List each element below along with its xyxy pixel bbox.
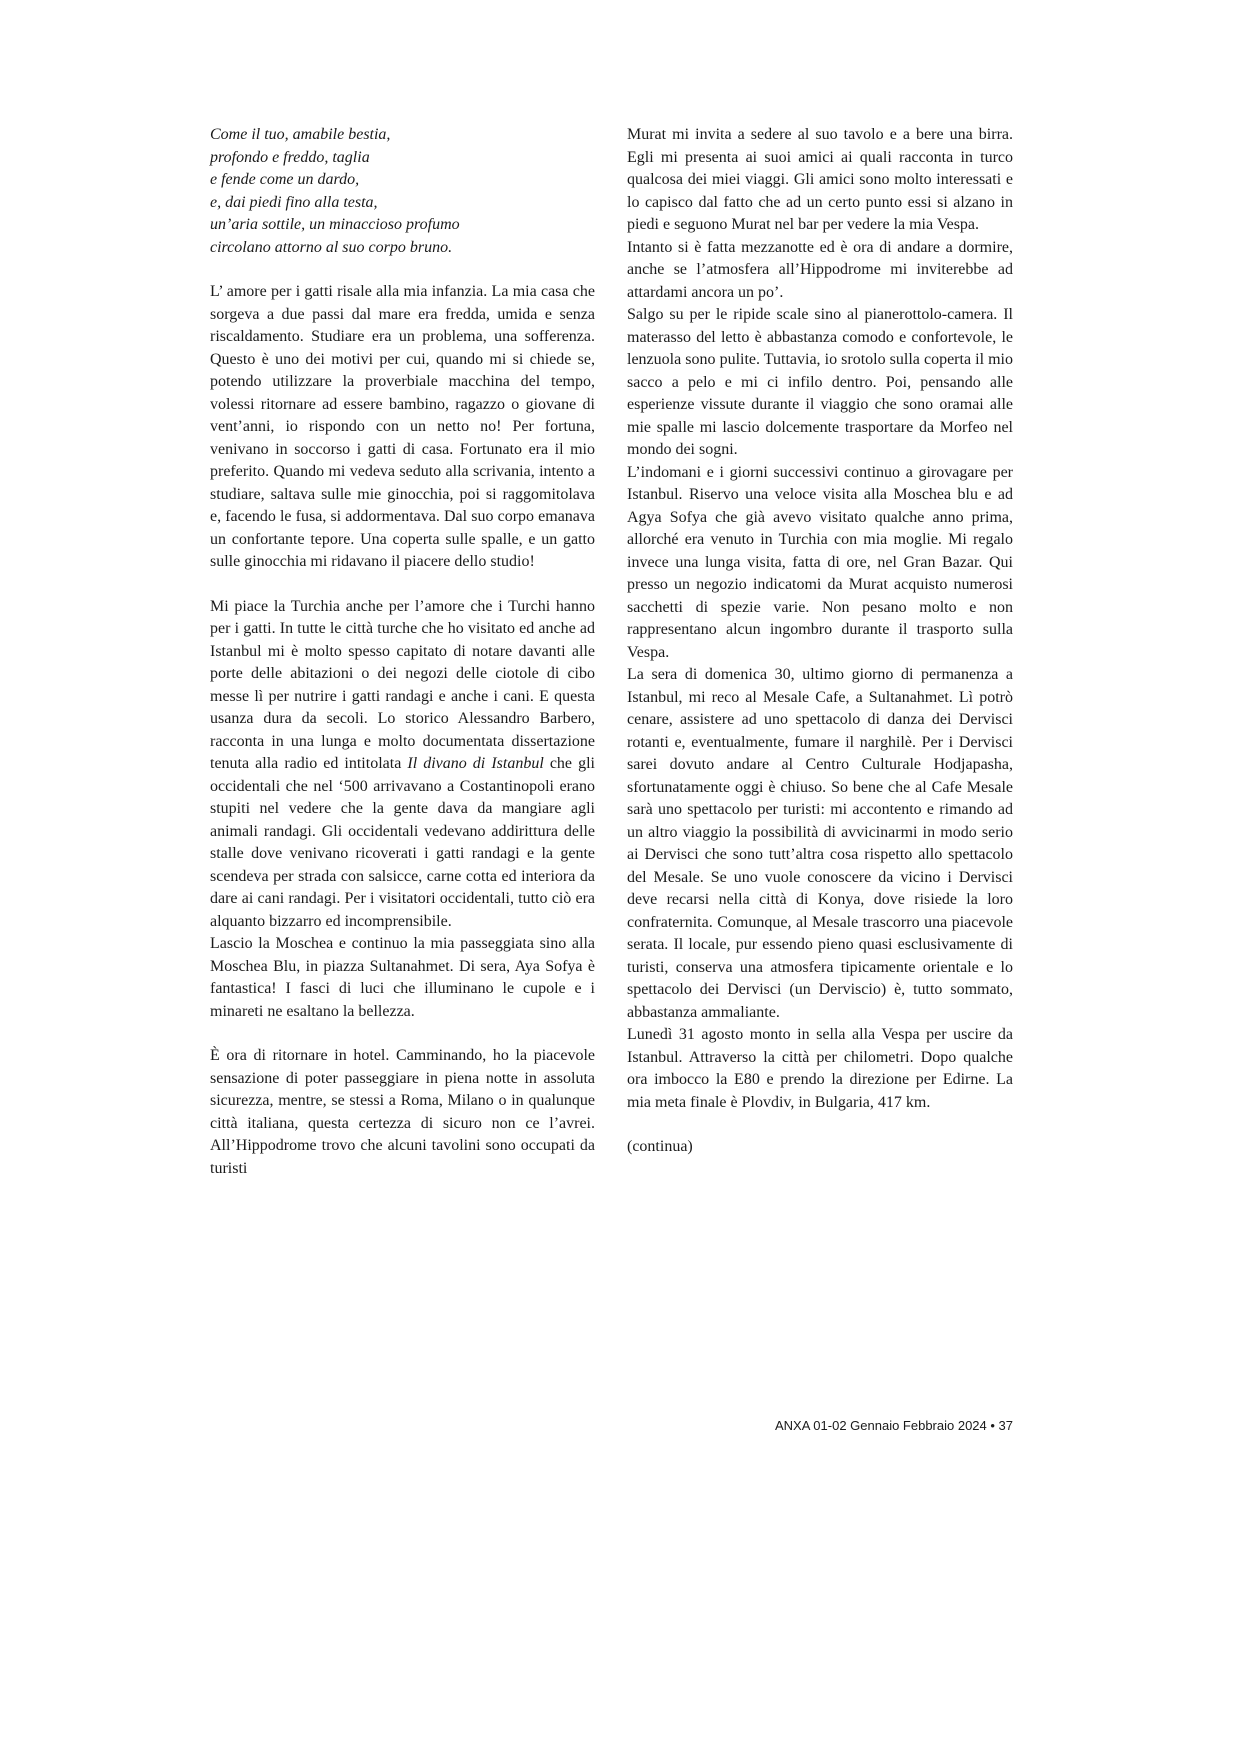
poem-line: un’aria sottile, un minaccioso profumo (210, 216, 460, 233)
paragraph-departure: Lunedì 31 agosto monto in sella alla Vespa per uscire da Istanbul. Attraverso la città per chilometri. Dopo qualche ora imbocco la E80 e prendo la direzione per Edirne. La mia meta finale è Plovdiv, in Bulgaria, 417 km. (627, 1026, 1013, 1111)
poem-line: profondo e freddo, taglia (210, 148, 370, 166)
paragraph-turkey-cats (210, 596, 595, 934)
right-column (627, 124, 1013, 1159)
paragraph-blue-mosque: Lascio la Moschea e continuo la mia passeggiata sino alla Moschea Blu, in piazza Sultanahmet. Di sera, Aya Sofya è fantastica! I fasci di luci che illuminano le cupole e i minareti ne esaltano la bellezza. (210, 935, 595, 1020)
paragraph-istanbul-days: L’indomani e i giorni successivi continuo a girovagare per Istanbul. Riservo una veloce visita alla Moschea blu e ad Agya Sofya che già avevo visitato qualche anno prima, allorché era venuto in Turchia con mia moglie. Mi regalo invece una lunga visita, fatta di ore, nel Gran Bazar. Qui presso un negozio indicatomi da Murat acquisto numerosi sacchetti di spezie varie. Non pesano molto e non rappresentano alcun ingombro durante il trasporto sulla Vespa. (627, 463, 1013, 661)
paragraph-murat: Murat mi invita a sedere al suo tavolo e a bere una birra. Egli mi presenta ai suoi amici ai quali racconta in turco qualcosa dei miei viaggi. Gli amici sono molto interessati e lo capisco dal fatto che ad un certo punto essi si alzano in piedi e seguono Murat nel bar per vedere la mia Vespa. (627, 126, 1013, 233)
paragraph-midnight: Intanto si è fatta mezzanotte ed è ora di andare a dormire, anche se l’atmosfera all’Hippodrome mi inviterebbe ad attardami ancora un po’. (627, 238, 1013, 301)
poem-line: circolano attorno al suo corpo bruno. (210, 238, 453, 256)
left-column (210, 124, 595, 1180)
work-title: Il divano di Istanbul (407, 755, 544, 772)
poem-line: e fende come un dardo, (210, 171, 360, 188)
paragraph-return-hotel: È ora di ritornare in hotel. Camminando, ho la piacevole sensazione di poter passeggiare in piena notte in assoluta sicurezza, mentre, se stessi a Roma, Milano o in qualunque città italiana, questa certezza di sicuro non ce l’avrei. All’Hippodrome trovo che alcuni tavolini sono occupati da turisti (210, 1047, 595, 1177)
paragraph-cats-childhood: L’ amore per i gatti risale alla mia infanzia. La mia casa che sorgeva a due passi dal mare era fredda, umida e senza riscaldamento. Studiare era un problema, una sofferenza. Questo è uno dei motivi per cui, quando mi si chiede se, potendo utilizzare la proverbiale macchina del tempo, volessi ritornare ad essere bambino, ragazzo o giovane di vent’anni, io rispondo con un netto no! Per fortuna, venivano in soccorso i gatti di casa. Fortunato era il mio preferito. Quando mi vedeva seduto alla scrivania, intento a studiare, saltava sulle mie ginocchia, poi si raggomitolava e, facendo le fusa, si addormentava. Dal suo corpo emanava un confortante tepore. Una coperta sulle spalle, e un gatto sulle ginocchia mi ridavano il piacere dello studio! (210, 283, 595, 570)
poem-line: e, dai piedi fino alla testa, (210, 193, 378, 211)
poem-line: Come il tuo, amabile bestia, (210, 126, 391, 143)
paragraph-text: Mi piace la Turchia anche per l’amore che i Turchi hanno per i gatti. In tutte le città turche che ho visitato ed anche ad Istanbul mi è molto spesso capitato di notare davanti alle porte delle abitazioni o dei negozi delle ciotole di cibo messe lì per nutrire i gatti randagi e anche i cani. E questa usanza dura da secoli. Lo storico Alessandro Barbero, racconta in una lunga e molto documentata dissertazione tenuta alla radio ed intitolata (210, 597, 595, 772)
paragraph-sleep: Salgo su per le ripide scale sino al pianerottolo-camera. Il materasso del letto è abbastanza comodo e confortevole, le lenzuola sono pulite. Tuttavia, io srotolo sulla coperta il mio sacco a pelo e mi ci infilo dentro. Poi, pensando alle esperienze vissute durante il viaggio che sono oramai alle mie spalle mi lascio dolcemente trasportare da Morfeo nel mondo dei sogni. (627, 306, 1013, 458)
paragraph-text: che gli occidentali che nel ‘500 arrivavano a Costantinopoli erano stupiti nel vedere che la gente dava da mangiare agli animali randagi. Gli occidentali vedevano addirittura delle stalle dove venivano ricoverati i gatti randagi e la gente scendeva per strada con salsicce, carne cotta ed interiora da dare ai cani randagi. Per i visitatori occidentali, tutto ciò era alquanto bizzarro ed incomprensibile. (210, 755, 595, 930)
continua-note: (continua) (627, 1138, 693, 1155)
poem-stanza (210, 124, 595, 259)
paragraph-mesale-cafe: La sera di domenica 30, ultimo giorno di permanenza a Istanbul, mi reco al Mesale Cafe, a Sultanahmet. Lì potrò cenare, assistere ad uno spettacolo di danza dei Dervisci rotanti e, eventualmente, fumare il narghilè. Per i Dervisci sarei dovuto andare al Centro Culturale Hodjapasha, sfortunatamente oggi è chiuso. So bene che al Cafe Mesale sarà uno spettacolo per turisti: mi accontento e rimando ad un altro viaggio la possibilità di avvicinarmi in modo serio ai Dervisci che sono tutt’altra cosa rispetto allo spettacolo del Mesale. Se uno vuole conoscere da vicino i Dervisci deve recarsi nella città di Konya, dove risiede la loro confraternita. Comunque, al Mesale trascorro una piacevole serata. Il locale, pur essendo pieno quasi esclusivamente di turisti, conserva una atmosfera tipicamente orientale e lo spettacolo dei Dervisci (un Derviscio) è, tutto sommato, abbastanza ammaliante. (627, 666, 1013, 1021)
page-footer: ANXA 01-02 Gennaio Febbraio 2024 • 37 (775, 1418, 1013, 1433)
